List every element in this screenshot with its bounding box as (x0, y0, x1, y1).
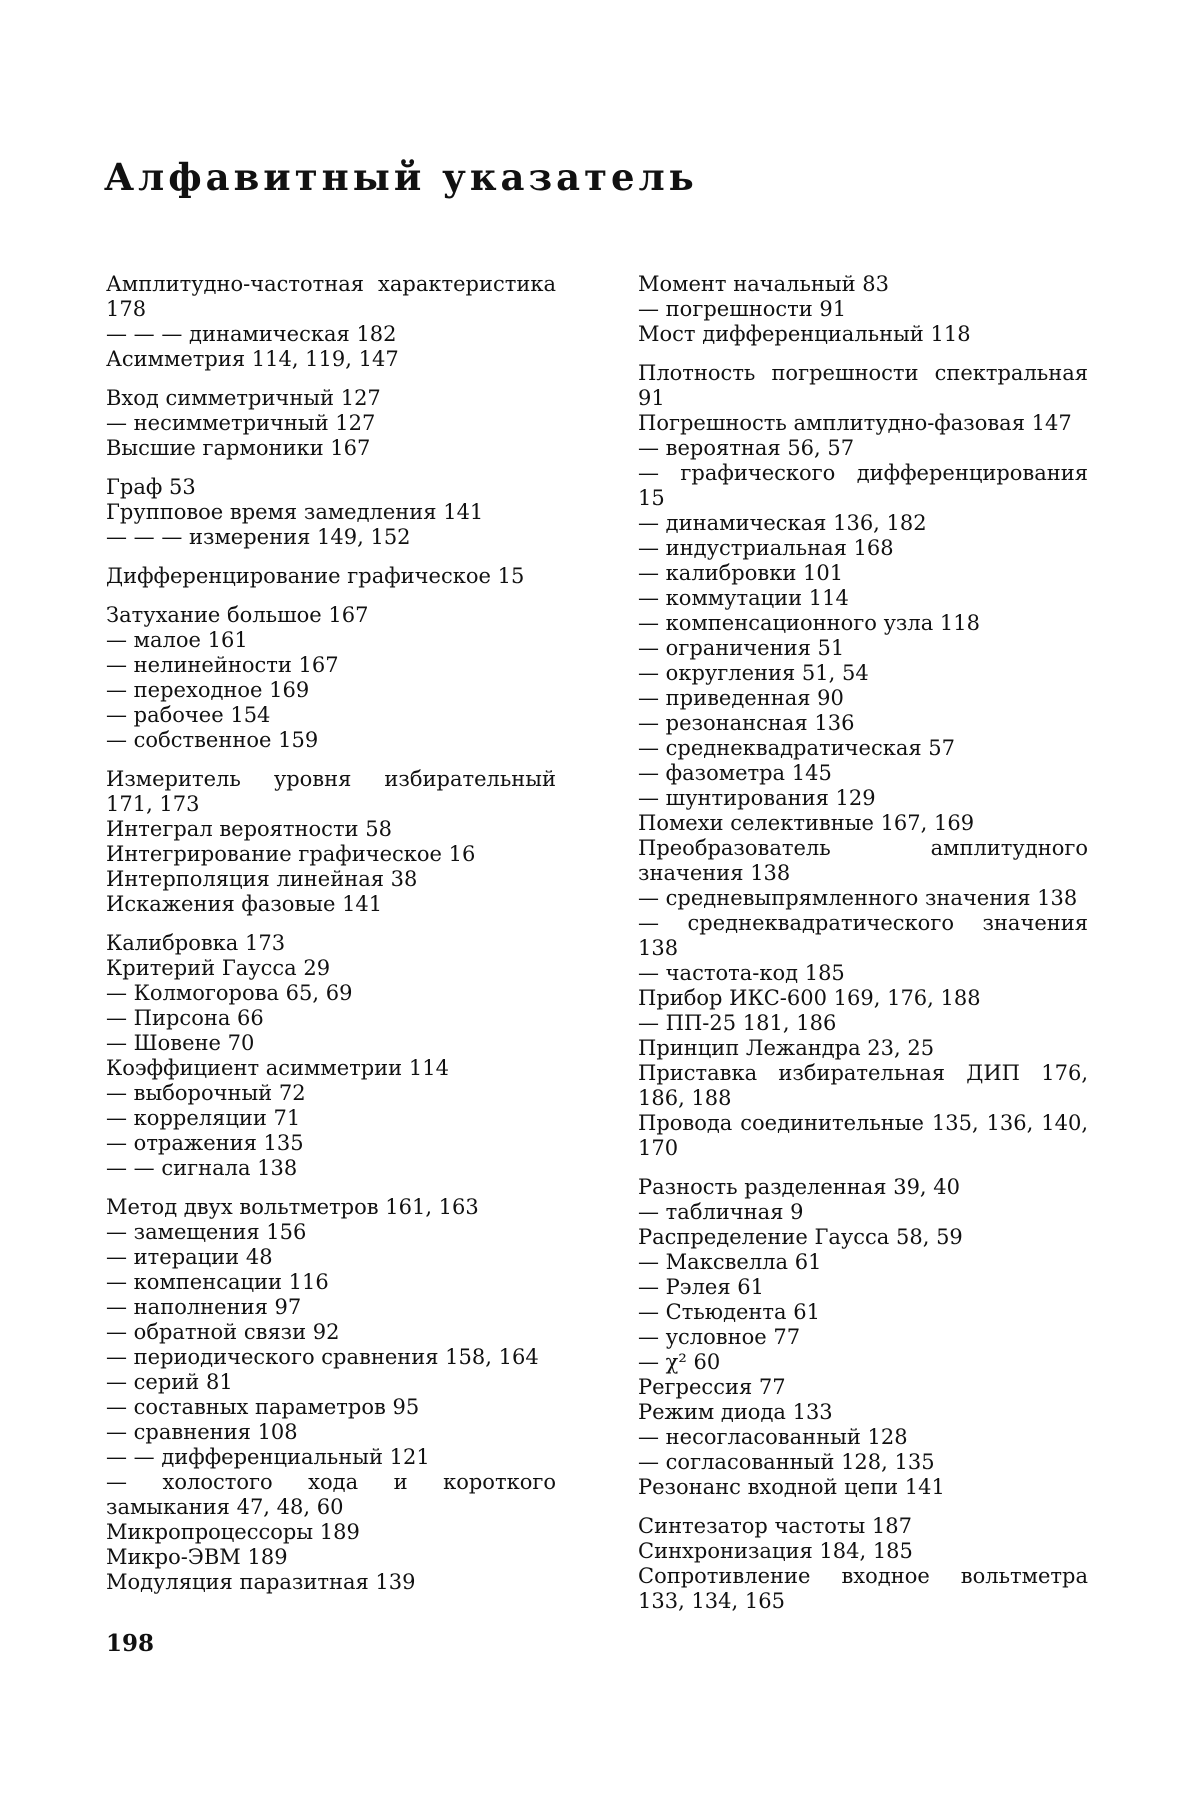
index-entry: Синхронизация 184, 185 (638, 1539, 913, 1563)
index-entry: — собственное 159 (106, 728, 319, 752)
index-entry: — холостого хода и короткого замыкания 47, 48, 60 (106, 1470, 556, 1519)
index-entry: Асимметрия 114, 119, 147 (106, 347, 399, 371)
index-entry: Амплитудно-частотная характеристика 178 (106, 272, 556, 321)
index-entry: — резонансная 136 (638, 711, 855, 735)
index-entry: — — дифференциальный 121 (106, 1445, 430, 1469)
index-entry: Момент начальный 83 (638, 272, 889, 296)
index-entry: — среднеквадратического значения 138 (638, 911, 1088, 960)
index-entry: Измеритель уровня избирательный 171, 173 (106, 767, 556, 816)
index-entry: — индустриальная 168 (638, 536, 894, 560)
index-entry: Высшие гармоники 167 (106, 436, 371, 460)
index-entry: — вероятная 56, 57 (638, 436, 855, 460)
index-entry: Сопротивление входное вольтметра 133, 134, 165 (638, 1564, 1088, 1613)
page-title: Алфавитный указатель (104, 155, 698, 199)
index-group (106, 386, 556, 461)
index-entry: — частота-код 185 (638, 961, 845, 985)
index-entry: Вход симметричный 127 (106, 386, 381, 410)
index-entry: Коэффициент асимметрии 114 (106, 1056, 449, 1080)
index-entry: — рабочее 154 (106, 703, 271, 727)
index-entry: Затухание большое 167 (106, 603, 369, 627)
index-entry: — калибровки 101 (638, 561, 844, 585)
index-entry: — составных параметров 95 (106, 1395, 420, 1419)
index-entry: Калибровка 173 (106, 931, 286, 955)
index-entry: — погрешности 91 (638, 297, 847, 321)
index-entry: — Стьюдента 61 (638, 1300, 820, 1324)
index-group (106, 475, 556, 550)
index-entry: Преобразователь амплитудного значения 138 (638, 836, 1088, 885)
index-entry: Режим диода 133 (638, 1400, 833, 1424)
index-entry: — фазометра 145 (638, 761, 832, 785)
index-group (106, 272, 556, 372)
index-entry: Плотность погрешности спектральная 91 (638, 361, 1088, 410)
index-entry: Групповое время замедления 141 (106, 500, 484, 524)
index-entry: Модуляция паразитная 139 (106, 1570, 416, 1594)
index-entry: Интегрирование графическое 16 (106, 842, 476, 866)
index-entry: — Рэлея 61 (638, 1275, 764, 1299)
index-entry: — согласованный 128, 135 (638, 1450, 935, 1474)
index-entry: Синтезатор частоты 187 (638, 1514, 912, 1538)
index-entry: — — — динамическая 182 (106, 322, 397, 346)
index-entry: — несогласованный 128 (638, 1425, 908, 1449)
index-entry: — ограничения 51 (638, 636, 845, 660)
index-entry: Искажения фазовые 141 (106, 892, 383, 916)
index-entry: Прибор ИКС-600 169, 176, 188 (638, 986, 981, 1010)
index-entry: Приставка избирательная ДИП 176, 186, 188 (638, 1061, 1088, 1110)
index-entry: Регрессия 77 (638, 1375, 786, 1399)
index-entry: — серий 81 (106, 1370, 233, 1394)
index-entry: Мост дифференциальный 118 (638, 322, 971, 346)
index-entry: — приведенная 90 (638, 686, 844, 710)
index-entry: Провода соединительные 135, 136, 140, 170 (638, 1111, 1088, 1160)
index-entry: — Колмогорова 65, 69 (106, 981, 353, 1005)
index-entry: — Шовене 70 (106, 1031, 255, 1055)
index-entry: — обратной связи 92 (106, 1320, 340, 1344)
index-entry: — Максвелла 61 (638, 1250, 822, 1274)
index-entry: — итерации 48 (106, 1245, 273, 1269)
index-entry: — отражения 135 (106, 1131, 304, 1155)
index-entry: — периодического сравнения 158, 164 (106, 1345, 539, 1369)
index-group (106, 931, 556, 1181)
index-group (638, 361, 1088, 1161)
page-number: 198 (106, 1630, 155, 1657)
index-entry: Микро-ЭВМ 189 (106, 1545, 288, 1569)
index-entry: — выборочный 72 (106, 1081, 306, 1105)
index-entry: — замещения 156 (106, 1220, 307, 1244)
index-entry: — динамическая 136, 182 (638, 511, 927, 535)
index-entry: — наполнения 97 (106, 1295, 302, 1319)
index-entry: Микропроцессоры 189 (106, 1520, 360, 1544)
index-entry: — средневыпрямленного значения 138 (638, 886, 1078, 910)
index-entry: Критерий Гаусса 29 (106, 956, 331, 980)
index-entry: — — сигнала 138 (106, 1156, 298, 1180)
index-entry: — коммутации 114 (638, 586, 849, 610)
index-group (638, 1175, 1088, 1500)
index-entry: Метод двух вольтметров 161, 163 (106, 1195, 479, 1219)
index-entry: — табличная 9 (638, 1200, 804, 1224)
index-entry: — условное 77 (638, 1325, 801, 1349)
index-group (638, 1514, 1088, 1614)
index-entry: — компенсационного узла 118 (638, 611, 981, 635)
index-entry: — компенсации 116 (106, 1270, 329, 1294)
index-column-right (638, 272, 1088, 1628)
index-group (638, 272, 1088, 347)
index-entry: Дифференцирование графическое 15 (106, 564, 525, 588)
index-group (106, 767, 556, 917)
index-entry: Резонанс входной цепи 141 (638, 1475, 945, 1499)
index-entry: Распределение Гаусса 58, 59 (638, 1225, 963, 1249)
index-group (106, 603, 556, 753)
index-entry: — сравнения 108 (106, 1420, 298, 1444)
index-entry: — χ² 60 (638, 1350, 721, 1374)
index-entry: Принцип Лежандра 23, 25 (638, 1036, 935, 1060)
index-group (106, 1195, 556, 1595)
index-entry: Интерполяция линейная 38 (106, 867, 418, 891)
index-entry: Погрешность амплитудно-фазовая 147 (638, 411, 1072, 435)
index-entry: Интеграл вероятности 58 (106, 817, 392, 841)
index-entry: — шунтирования 129 (638, 786, 876, 810)
index-entry: — графического дифференцирования 15 (638, 461, 1088, 510)
index-entry: Помехи селективные 167, 169 (638, 811, 975, 835)
index-entry: — ПП-25 181, 186 (638, 1011, 837, 1035)
index-entry: — Пирсона 66 (106, 1006, 264, 1030)
index-entry: Разность разделенная 39, 40 (638, 1175, 961, 1199)
index-entry: — корреляции 71 (106, 1106, 301, 1130)
index-entry: — несимметричный 127 (106, 411, 376, 435)
index-group (106, 564, 556, 589)
index-entry: — переходное 169 (106, 678, 310, 702)
index-entry: — малое 161 (106, 628, 248, 652)
index-column-left (106, 272, 556, 1609)
index-entry: — округления 51, 54 (638, 661, 869, 685)
index-entry: — среднеквадратическая 57 (638, 736, 955, 760)
index-entry: — нелинейности 167 (106, 653, 339, 677)
index-entry: Граф 53 (106, 475, 196, 499)
index-entry: — — — измерения 149, 152 (106, 525, 411, 549)
